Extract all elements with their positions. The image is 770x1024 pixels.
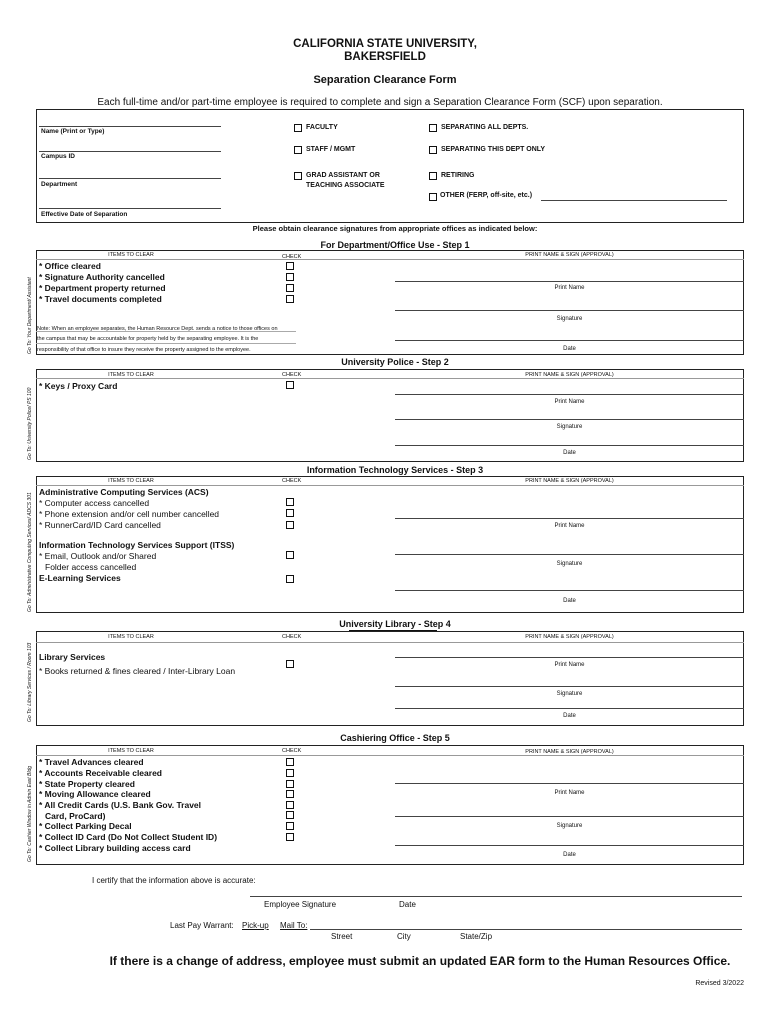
name-input-line[interactable] xyxy=(39,126,221,127)
name-label: Name (Print or Type) xyxy=(41,128,105,135)
employee-signature-label: Employee Signature xyxy=(264,900,337,909)
library-header: Library Services xyxy=(39,652,106,662)
step5-header-rule xyxy=(36,755,744,756)
step4-item: * Books returned & fines cleared / Inter-Library Loan xyxy=(39,666,236,676)
step5-checkbox[interactable] xyxy=(286,790,294,798)
step2-side-label: Go To: University Police/ PS 100 xyxy=(27,387,33,460)
employee-signature-line[interactable] xyxy=(250,896,742,897)
campus-id-label: Campus ID xyxy=(41,153,75,160)
separating-all-checkbox[interactable] xyxy=(429,124,437,132)
step1-header-rule xyxy=(36,259,744,260)
step5-checkbox[interactable] xyxy=(286,758,294,766)
other-label: OTHER (FERP, off-site, etc.) xyxy=(440,192,533,199)
effective-date-input-line[interactable] xyxy=(39,208,221,209)
step1-signature-line[interactable] xyxy=(395,310,744,311)
step5-print-name-line[interactable] xyxy=(395,783,744,784)
step1-note-line1: Note: When an employee separates, the Human Resource Dept. sends a notice to those offices on xyxy=(37,326,278,332)
step5-item: * All Credit Cards (U.S. Bank Gov. Travel xyxy=(39,800,202,810)
revised-date: Revised 3/2022 xyxy=(695,980,744,987)
step4-signature-line[interactable] xyxy=(395,686,744,687)
step3-acs-item: * Phone extension and/or cell number cancelled xyxy=(39,509,220,519)
step5-print-sign-header: PRINT NAME & SIGN (APPROVAL) xyxy=(525,749,614,755)
step2-box xyxy=(36,369,744,462)
step5-checkbox[interactable] xyxy=(286,833,294,841)
step3-signature-label: Signature xyxy=(556,561,583,567)
step5-signature-label: Signature xyxy=(556,823,583,829)
step1-date-label: Date xyxy=(563,346,576,352)
last-pay-label: Last Pay Warrant: xyxy=(170,921,234,930)
elearning-header: E-Learning Services xyxy=(39,573,121,583)
step3-signature-line[interactable] xyxy=(395,554,744,555)
step3-print-name-line[interactable] xyxy=(395,518,744,519)
retiring-checkbox[interactable] xyxy=(429,172,437,180)
step5-item: * Moving Allowance cleared xyxy=(39,789,151,799)
step2-date-line[interactable] xyxy=(395,445,744,446)
step4-print-name-line[interactable] xyxy=(395,657,744,658)
step4-box xyxy=(36,631,744,726)
step2-title: University Police - Step 2 xyxy=(341,357,449,367)
step1-checkbox[interactable] xyxy=(286,273,294,281)
grad-assistant-checkbox[interactable] xyxy=(294,172,302,180)
step4-header-rule xyxy=(36,642,744,643)
step3-itss-item-cont: Folder access cancelled xyxy=(45,562,137,572)
step5-date-line[interactable] xyxy=(395,845,744,846)
step4-side-label: Go To: Library Services / Room 103 xyxy=(27,642,33,722)
step5-item: * Collect Parking Decal xyxy=(39,821,132,831)
step5-checkbox[interactable] xyxy=(286,801,294,809)
step1-checkbox[interactable] xyxy=(286,295,294,303)
step5-checkbox[interactable] xyxy=(286,780,294,788)
step3-items-header: ITEMS TO CLEAR xyxy=(108,478,154,484)
step1-check-header: CHECK xyxy=(282,254,302,260)
step2-print-sign-header: PRINT NAME & SIGN (APPROVAL) xyxy=(525,372,614,378)
step3-acs-item: * Computer access cancelled xyxy=(39,498,150,508)
step1-note-line2: the campus that may be accountable for property held by the separating employee. It is the xyxy=(37,336,259,342)
step5-item: * State Property cleared xyxy=(39,779,135,789)
step4-checkbox[interactable] xyxy=(286,660,294,668)
step1-date-line[interactable] xyxy=(395,340,744,341)
step4-check-header: CHECK xyxy=(282,634,302,640)
step4-print-sign-header: PRINT NAME & SIGN (APPROVAL) xyxy=(525,634,614,640)
step2-check-header: CHECK xyxy=(282,372,302,378)
step2-signature-label: Signature xyxy=(556,424,583,430)
separating-all-label: SEPARATING ALL DEPTS. xyxy=(441,124,529,131)
step4-items-header: ITEMS TO CLEAR xyxy=(108,634,154,640)
effective-date-label: Effective Date of Separation xyxy=(41,211,128,218)
step2-date-label: Date xyxy=(563,450,576,456)
step3-header-rule xyxy=(36,485,744,486)
university-name: CALIFORNIA STATE UNIVERSITY, xyxy=(293,38,477,50)
step5-signature-line[interactable] xyxy=(395,816,744,817)
step1-note-line3: responsibility of that office to insure they receive the property assigned to the employee. xyxy=(37,347,251,353)
department-input-line[interactable] xyxy=(39,178,221,179)
step1-signature-label: Signature xyxy=(556,316,583,322)
step2-signature-line[interactable] xyxy=(395,419,744,420)
step5-print-name-label: Print Name xyxy=(554,790,585,796)
step3-itss-item: * Email, Outlook and/or Shared xyxy=(39,551,157,561)
step4-title: University Library - Step 4 xyxy=(339,619,451,629)
itss-header: Information Technology Services Support (ITSS) xyxy=(39,540,235,550)
step1-item: * Office cleared xyxy=(39,261,101,271)
note-rule xyxy=(36,331,296,332)
step3-print-name-label: Print Name xyxy=(554,523,585,529)
step5-items-header: ITEMS TO CLEAR xyxy=(108,748,154,754)
step5-item: * Accounts Receivable cleared xyxy=(39,768,162,778)
employee-date-label: Date xyxy=(399,900,416,909)
step2-checkbox[interactable] xyxy=(286,381,294,389)
step5-title: Cashiering Office - Step 5 xyxy=(340,733,450,743)
teaching-associate-label: TEACHING ASSOCIATE xyxy=(306,182,385,189)
step3-checkbox[interactable] xyxy=(286,551,294,559)
step5-date-label: Date xyxy=(563,852,576,858)
faculty-checkbox[interactable] xyxy=(294,124,302,132)
step2-item: * Keys / Proxy Card xyxy=(39,381,118,391)
step4-date-label: Date xyxy=(563,713,576,719)
step1-item: * Signature Authority cancelled xyxy=(39,272,165,282)
faculty-label: FACULTY xyxy=(306,124,338,131)
street-label: Street xyxy=(331,932,353,941)
other-input-line[interactable] xyxy=(541,200,727,201)
instructions-text: Please obtain clearance signatures from appropriate offices as indicated below: xyxy=(252,224,538,233)
step5-check-header: CHECK xyxy=(282,748,302,754)
grad-assistant-label: GRAD ASSISTANT OR xyxy=(306,172,380,179)
department-label: Department xyxy=(41,181,78,188)
campus-id-input-line[interactable] xyxy=(39,151,221,152)
step1-side-label: Go To: Your Department/ Assistant xyxy=(27,277,33,354)
step5-side-label: Go To: Cashier Window in Admin East Bldg xyxy=(27,765,33,862)
step3-check-header: CHECK xyxy=(282,478,302,484)
form-title: Separation Clearance Form xyxy=(313,74,457,86)
step4-signature-label: Signature xyxy=(556,691,583,697)
step5-item: * Travel Advances cleared xyxy=(39,757,144,767)
step3-print-sign-header: PRINT NAME & SIGN (APPROVAL) xyxy=(525,478,614,484)
step2-items-header: ITEMS TO CLEAR xyxy=(108,372,154,378)
step1-print-name-label: Print Name xyxy=(554,285,585,291)
step2-print-name-line[interactable] xyxy=(395,394,744,395)
staff-checkbox[interactable] xyxy=(294,146,302,154)
step5-item-cont: Card, ProCard) xyxy=(45,811,106,821)
step1-print-sign-header: PRINT NAME & SIGN (APPROVAL) xyxy=(525,252,614,258)
step4-date-line[interactable] xyxy=(395,708,744,709)
note-rule xyxy=(36,343,296,344)
step3-checkbox[interactable] xyxy=(286,575,294,583)
step3-checkbox[interactable] xyxy=(286,498,294,506)
mailing-address-line[interactable] xyxy=(310,929,742,930)
separating-this-checkbox[interactable] xyxy=(429,146,437,154)
step5-checkbox[interactable] xyxy=(286,822,294,830)
step5-checkbox[interactable] xyxy=(286,769,294,777)
step5-checkbox[interactable] xyxy=(286,811,294,819)
certify-text: I certify that the information above is accurate: xyxy=(92,876,256,885)
step3-date-label: Date xyxy=(563,598,576,604)
step3-acs-item: * RunnerCard/ID Card cancelled xyxy=(39,520,161,530)
state-zip-label: State/Zip xyxy=(460,932,493,941)
step5-item: * Collect ID Card (Do Not Collect Student ID) xyxy=(39,832,218,842)
step3-title: Information Technology Services - Step 3 xyxy=(306,465,484,475)
other-checkbox[interactable] xyxy=(429,193,437,201)
step3-date-line[interactable] xyxy=(395,590,744,591)
step2-header-rule xyxy=(36,378,744,379)
step1-item: * Travel documents completed xyxy=(39,294,162,304)
intro-text: Each full-time and/or part-time employee is required to complete and sign a Separation Clearance Form (SCF) upon separation. xyxy=(97,97,663,108)
step3-side-label: Go To: Administrative Computing Services/ ADCS 301 xyxy=(27,492,33,612)
acs-header: Administrative Computing Services (ACS) xyxy=(39,487,209,497)
retiring-label: RETIRING xyxy=(441,172,475,179)
step1-title: For Department/Office Use - Step 1 xyxy=(320,240,470,250)
step1-item: * Department property returned xyxy=(39,283,166,293)
step4-print-name-label: Print Name xyxy=(554,662,585,668)
address-change-notice: If there is a change of address, employee must submit an updated EAR form to the Human Resources Office. xyxy=(109,954,731,968)
step1-checkbox[interactable] xyxy=(286,284,294,292)
step1-items-header: ITEMS TO CLEAR xyxy=(108,252,154,258)
city-label: City xyxy=(397,932,411,941)
step3-checkbox[interactable] xyxy=(286,521,294,529)
step3-checkbox[interactable] xyxy=(286,509,294,517)
university-campus: BAKERSFIELD xyxy=(344,51,426,63)
step2-print-name-label: Print Name xyxy=(554,399,585,405)
step1-checkbox[interactable] xyxy=(286,262,294,270)
separating-this-label: SEPARATING THIS DEPT ONLY xyxy=(441,146,546,153)
step5-item: * Collect Library building access card xyxy=(39,843,191,853)
staff-label: STAFF / MGMT xyxy=(306,146,356,153)
step1-print-name-line[interactable] xyxy=(395,281,744,282)
pickup-option[interactable]: Pick-up xyxy=(242,921,269,930)
mail-to-option[interactable]: Mail To: xyxy=(280,921,308,930)
